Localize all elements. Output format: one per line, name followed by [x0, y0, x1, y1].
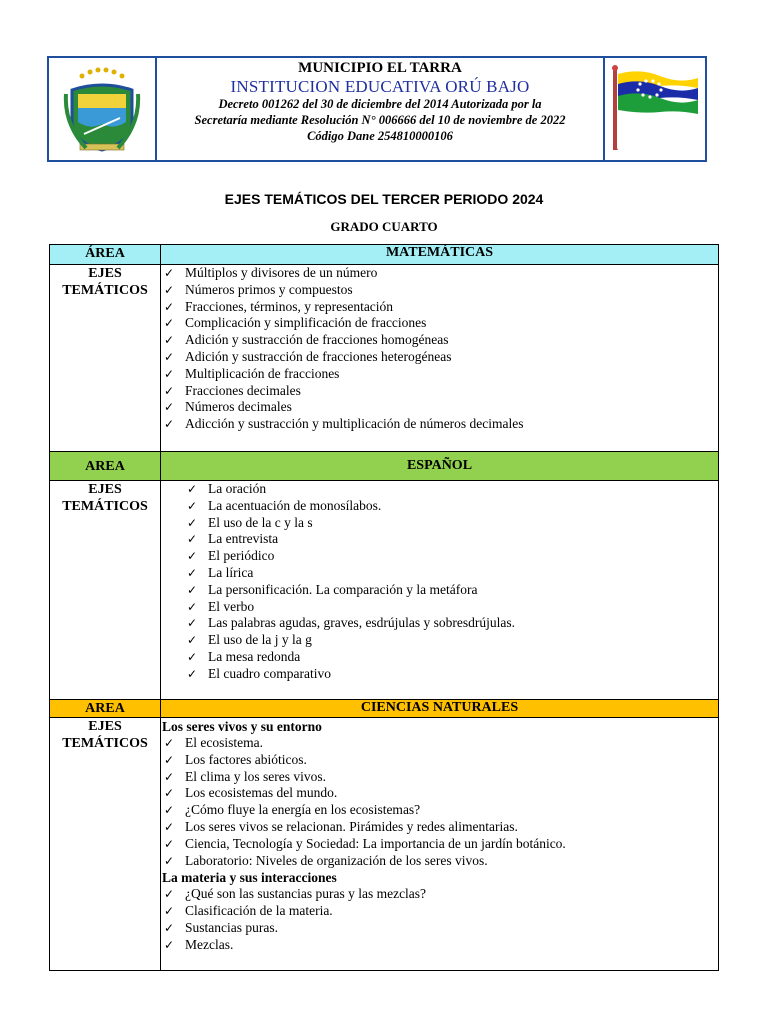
topic-item — [161, 383, 718, 400]
topic-item — [161, 836, 718, 853]
checkmark-icon: ✓ — [187, 666, 198, 681]
area-header: AREA — [50, 452, 161, 481]
topic-item — [161, 920, 718, 937]
topic-item — [161, 481, 718, 498]
topic-item — [161, 416, 718, 433]
checkmark-icon: ✓ — [164, 366, 175, 381]
topic-text: El uso de la c y la s — [208, 514, 313, 530]
topic-item — [161, 769, 718, 786]
checkmark-icon: ✓ — [164, 803, 175, 818]
science-topics-cell — [161, 718, 719, 971]
topic-text: Complicación y simplificación de fracciones — [185, 315, 427, 331]
checkmark-icon: ✓ — [164, 400, 175, 415]
topic-text: Sustancias puras. — [185, 919, 278, 935]
topic-text: El uso de la j y la g — [208, 632, 312, 648]
topic-group-heading: La materia y sus interacciones — [162, 870, 337, 886]
topic-item — [161, 853, 718, 870]
shield-logo-cell — [49, 58, 157, 160]
science-topic-list — [161, 886, 718, 953]
topic-item — [161, 349, 718, 366]
topic-text: La mesa redonda — [208, 648, 301, 664]
checkmark-icon: ✓ — [187, 515, 198, 530]
spanish-topics-cell — [161, 481, 719, 700]
checkmark-icon: ✓ — [164, 836, 175, 851]
topic-item — [161, 615, 718, 632]
math-topics-cell — [161, 265, 719, 452]
math-topic-list — [161, 265, 718, 433]
topic-text: Múltiplos y divisores de un número — [185, 265, 378, 280]
topic-text: Laboratorio: Niveles de organización de los seres vivos. — [185, 852, 488, 868]
checkmark-icon: ✓ — [164, 752, 175, 767]
topic-text: El cuadro comparativo — [208, 665, 331, 681]
topic-item — [161, 515, 718, 532]
topic-text: El periódico — [208, 548, 275, 564]
science-header-row — [50, 700, 719, 718]
topic-text: ¿Qué son las sustancias puras y las mezclas? — [185, 886, 427, 902]
topic-item — [161, 265, 718, 282]
topic-text: La lírica — [208, 564, 254, 580]
topic-item — [161, 735, 718, 752]
checkmark-icon: ✓ — [164, 887, 175, 902]
spanish-topic-list — [161, 481, 718, 683]
topic-item — [161, 599, 718, 616]
checkmark-icon: ✓ — [187, 565, 198, 580]
topic-item — [161, 498, 718, 515]
checkmark-icon: ✓ — [164, 282, 175, 297]
checkmark-icon: ✓ — [187, 482, 198, 496]
topic-item — [161, 565, 718, 582]
topic-item — [161, 666, 718, 683]
coat-of-arms-icon — [62, 64, 142, 154]
topic-text: Adición y sustracción de fracciones heterogéneas — [185, 348, 452, 364]
ejes-label: EJES TEMÁTICOS — [50, 718, 161, 971]
topic-group-heading: Los seres vivos y su entorno — [162, 719, 322, 734]
checkmark-icon: ✓ — [187, 616, 198, 631]
checkmark-icon: ✓ — [187, 649, 198, 664]
topic-text: El clima y los seres vivos. — [185, 768, 326, 784]
checkmark-icon: ✓ — [164, 316, 175, 331]
checkmark-icon: ✓ — [187, 582, 198, 597]
topic-item — [161, 632, 718, 649]
math-topics-row — [50, 265, 719, 452]
topic-text: El verbo — [208, 598, 255, 614]
institution-header — [47, 56, 707, 162]
checkmark-icon: ✓ — [164, 417, 175, 432]
topic-item — [161, 582, 718, 599]
subject-spanish: ESPAÑOL — [161, 452, 719, 481]
topic-text: ¿Cómo fluye la energía en los ecosistemas? — [185, 802, 421, 818]
checkmark-icon: ✓ — [164, 266, 175, 280]
checkmark-icon: ✓ — [164, 769, 175, 784]
checkmark-icon: ✓ — [187, 633, 198, 648]
topic-item — [161, 819, 718, 836]
checkmark-icon: ✓ — [187, 498, 198, 513]
checkmark-icon: ✓ — [187, 549, 198, 564]
topic-item — [161, 752, 718, 769]
topic-text: Los factores abióticos. — [185, 751, 307, 767]
checkmark-icon: ✓ — [164, 349, 175, 364]
decree-line-2: Secretaría mediante Resolución N° 006666 del 10 de noviembre de 2022 — [194, 113, 566, 127]
topic-item — [161, 315, 718, 332]
science-topics-row — [50, 718, 719, 971]
decree-line-1: Decreto 001262 del 30 de diciembre del 2014 Autorizada por la — [218, 97, 542, 111]
topic-item — [161, 937, 718, 954]
topic-item — [161, 332, 718, 349]
topic-text: Las palabras agudas, graves, esdrújulas y sobresdrújulas. — [208, 615, 516, 631]
municipality-name: MUNICIPIO EL TARRA — [298, 60, 462, 76]
topic-text: La personificación. La comparación y la metáfora — [208, 581, 478, 597]
topic-item — [161, 399, 718, 416]
area-header: ÁREA — [50, 245, 161, 265]
topic-text: Los ecosistemas del mundo. — [185, 785, 338, 801]
checkmark-icon: ✓ — [164, 904, 175, 919]
checkmark-icon: ✓ — [164, 333, 175, 348]
science-topic-list — [161, 735, 718, 869]
checkmark-icon: ✓ — [164, 299, 175, 314]
spanish-topics-row — [50, 481, 719, 700]
grade-label: GRADO CUARTO — [330, 219, 438, 234]
topic-text: Adicción y sustracción y multiplicación de números decimales — [185, 416, 524, 432]
topic-text: Los seres vivos se relacionan. Pirámides y redes alimentarias. — [185, 818, 518, 834]
spanish-header-row — [50, 452, 719, 481]
topic-text: Fracciones decimales — [185, 382, 301, 398]
topic-text: Adición y sustracción de fracciones homogéneas — [185, 332, 449, 348]
topic-text: Mezclas. — [185, 936, 234, 952]
ejes-label: EJES TEMÁTICOS — [50, 265, 161, 452]
topic-item — [161, 366, 718, 383]
checkmark-icon: ✓ — [164, 937, 175, 952]
ejes-label: EJES TEMÁTICOS — [50, 481, 161, 700]
topic-item — [161, 548, 718, 565]
topic-item — [161, 886, 718, 903]
checkmark-icon: ✓ — [164, 786, 175, 801]
topic-text: Fracciones, términos, y representación — [185, 298, 394, 314]
checkmark-icon: ✓ — [164, 736, 175, 750]
topic-item — [161, 649, 718, 666]
topic-text: Clasificación de la materia. — [185, 903, 333, 919]
flag-cell — [603, 58, 705, 160]
institution-name: INSTITUCION EDUCATIVA ORÚ BAJO — [230, 77, 530, 96]
municipal-flag-icon — [610, 64, 700, 154]
checkmark-icon: ✓ — [164, 819, 175, 834]
topics-table — [49, 244, 719, 971]
checkmark-icon: ✓ — [164, 853, 175, 868]
checkmark-icon: ✓ — [187, 599, 198, 614]
header-text-block — [157, 58, 603, 160]
topic-item — [161, 531, 718, 548]
checkmark-icon: ✓ — [164, 383, 175, 398]
math-header-row — [50, 245, 719, 265]
topic-text: Números decimales — [185, 399, 292, 415]
checkmark-icon: ✓ — [164, 920, 175, 935]
topic-text: El ecosistema. — [185, 735, 263, 750]
topic-item — [161, 903, 718, 920]
document-title: EJES TEMÁTICOS DEL TERCER PERIODO 2024 — [224, 191, 544, 207]
area-header: AREA — [50, 700, 161, 718]
subject-math: MATEMÁTICAS — [161, 245, 719, 265]
dane-code: Código Dane 254810000106 — [307, 129, 453, 143]
topic-text: Números primos y compuestos — [185, 281, 353, 297]
topic-item — [161, 282, 718, 299]
topic-text: Ciencia, Tecnología y Sociedad: La importancia de un jardín botánico. — [185, 835, 566, 851]
topic-text: La oración — [208, 481, 267, 496]
checkmark-icon: ✓ — [187, 532, 198, 547]
topic-text: La acentuación de monosílabos. — [208, 497, 382, 513]
topic-item — [161, 802, 718, 819]
topic-item — [161, 299, 718, 316]
topic-text: La entrevista — [208, 531, 279, 547]
topic-item — [161, 785, 718, 802]
topic-text: Multiplicación de fracciones — [185, 365, 340, 381]
subject-science: CIENCIAS NATURALES — [161, 700, 719, 718]
